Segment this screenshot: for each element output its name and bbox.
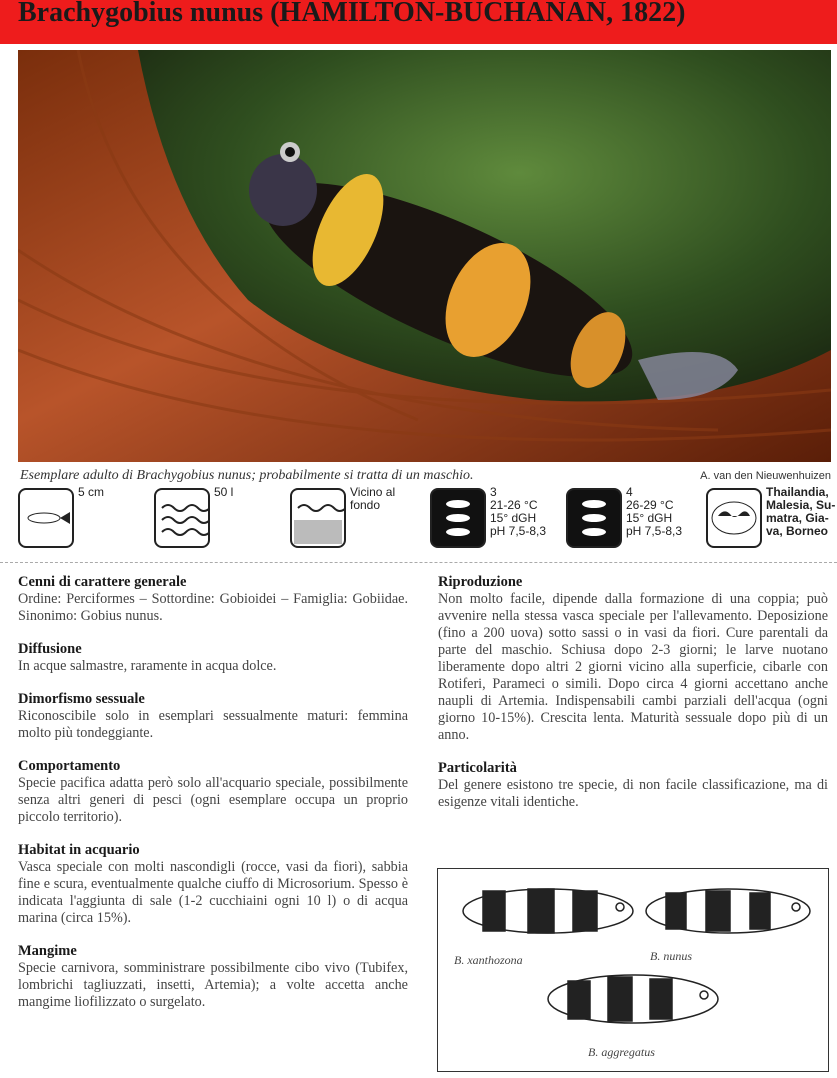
zone-line-2: fondo — [350, 498, 381, 512]
world-map-icon — [706, 488, 762, 548]
section-reproduction — [438, 574, 828, 744]
fish-group-icon-2 — [566, 488, 622, 548]
section-food — [18, 943, 408, 1011]
region-3: matra, Gia- — [766, 511, 829, 525]
section-body: Riconoscibile solo in esemplari sessualmente maturi: femmina molto più tondeggiante. — [18, 708, 408, 741]
care-b-2: 26-29 °C — [626, 498, 674, 512]
care-a-3: 15° dGH — [490, 511, 537, 525]
photo-caption: Esemplare adulto di Brachygobius nunus; probabilmente si tratta di un maschio. — [20, 468, 474, 483]
care-a-2: 21-26 °C — [490, 498, 538, 512]
section-heading: Diffusione — [18, 641, 82, 657]
species-figure — [437, 868, 829, 1072]
section-body: Del genere esistono tre specie, di non facile classificazione, ma di esigenze vitali identiche. — [438, 777, 828, 810]
page-title: Brachygobius nunus (HAMILTON-BUCHANAN, 1822) — [18, 0, 686, 28]
left-column — [18, 574, 408, 1027]
section-habitat — [18, 842, 408, 927]
fish-drawing-nunus — [646, 889, 810, 933]
section-body: In acque salmastre, raramente in acqua dolce. — [18, 658, 277, 674]
section-distribution — [18, 641, 408, 675]
fish-group-icon — [430, 488, 486, 548]
section-behavior — [18, 758, 408, 826]
region-4: va, Borneo — [766, 524, 829, 538]
photo-credit: A. van den Nieuwenhuizen — [700, 470, 831, 482]
section-body: Specie pacifica adatta però solo all'acquario speciale, possibilmente senza altri generi di pesci (ogni esemplare occupa un proprio piccolo territorio). — [18, 775, 408, 825]
section-dimorphism — [18, 691, 408, 742]
fish-drawing-xanthozona — [463, 889, 633, 933]
species-label-nunus: B. nunus — [650, 949, 692, 963]
section-body: Specie carnivora, somministrare possibilmente cibo vivo (Tubifex, lombrichi tagliuzzati, insetti, Artemia); a volte accetta anche mangime liofilizzato o surgelato. — [18, 960, 408, 1010]
fish-size-icon — [18, 488, 74, 548]
section-heading: Habitat in acquario — [18, 842, 140, 858]
zone-line-1: Vicino al — [350, 485, 396, 499]
section-heading: Dimorfismo sessuale — [18, 691, 145, 707]
size-value: 5 cm — [78, 485, 105, 499]
aquarium-volume-icon — [154, 488, 210, 548]
fish-drawing-aggregatus — [548, 975, 718, 1023]
species-label-xanthozona: B. xanthozona — [454, 953, 523, 967]
region-2: Malesia, Su- — [766, 498, 836, 512]
care-b-4: pH 7,5-8,3 — [626, 524, 683, 538]
species-label-aggregatus: B. aggregatus — [588, 1045, 655, 1059]
swim-zone-icon — [290, 488, 346, 548]
section-particulars — [438, 760, 828, 811]
stats-bar — [18, 484, 836, 548]
fish-photo — [18, 50, 831, 462]
section-heading: Cenni di carattere generale — [18, 574, 187, 590]
care-b-1: 4 — [626, 485, 633, 499]
title-bar — [0, 0, 837, 44]
section-heading: Mangime — [18, 943, 77, 959]
volume-value: 50 l — [214, 485, 234, 499]
section-heading: Riproduzione — [438, 574, 523, 590]
divider — [0, 562, 837, 563]
section-body: Vasca speciale con molti nascondigli (rocce, vasi da fiori), sabbia fine e scura, eventualmente qualche ciuffo di Microsorium. Spesso è indicata l'aggiunta di sale (1-2 cucchiaini ogni 10 l) o di acqua marina (circa 15%). — [18, 859, 408, 926]
section-body: Ordine: Perciformes – Sottordine: Gobioidei – Famiglia: Gobiidae. Sinonimo: Gobius nunus. — [18, 591, 408, 624]
section-general — [18, 574, 408, 625]
section-heading: Particolarità — [438, 760, 517, 776]
right-column — [438, 574, 828, 827]
section-heading: Comportamento — [18, 758, 121, 774]
care-a-1: 3 — [490, 485, 497, 499]
care-a-4: pH 7,5-8,3 — [490, 524, 547, 538]
section-body: Non molto facile, dipende dalla formazione di una coppia; può avvenire nella stessa vasca speciale per l'allevamento. Deposizione (fino a 200 uova) sotto sassi o in vasi da fiori. Cure parentali da parte del maschio. Schiusa dopo 2-3 giorni; le larve nuotano liberamente dopo altri 2 giorni vicino alla superficie, cibarle con Rotiferi, Parameci o simili. Dopo circa 4 giorni accettano anche naupli di Artemia. Indispensabili cambi parziali dell'acqua (ogni giorno 10-15%). Crescita lenta. Maturità sessuale dopo più di un anno. — [438, 591, 828, 743]
region-1: Thailandia, — [766, 485, 829, 499]
care-b-3: 15° dGH — [626, 511, 673, 525]
